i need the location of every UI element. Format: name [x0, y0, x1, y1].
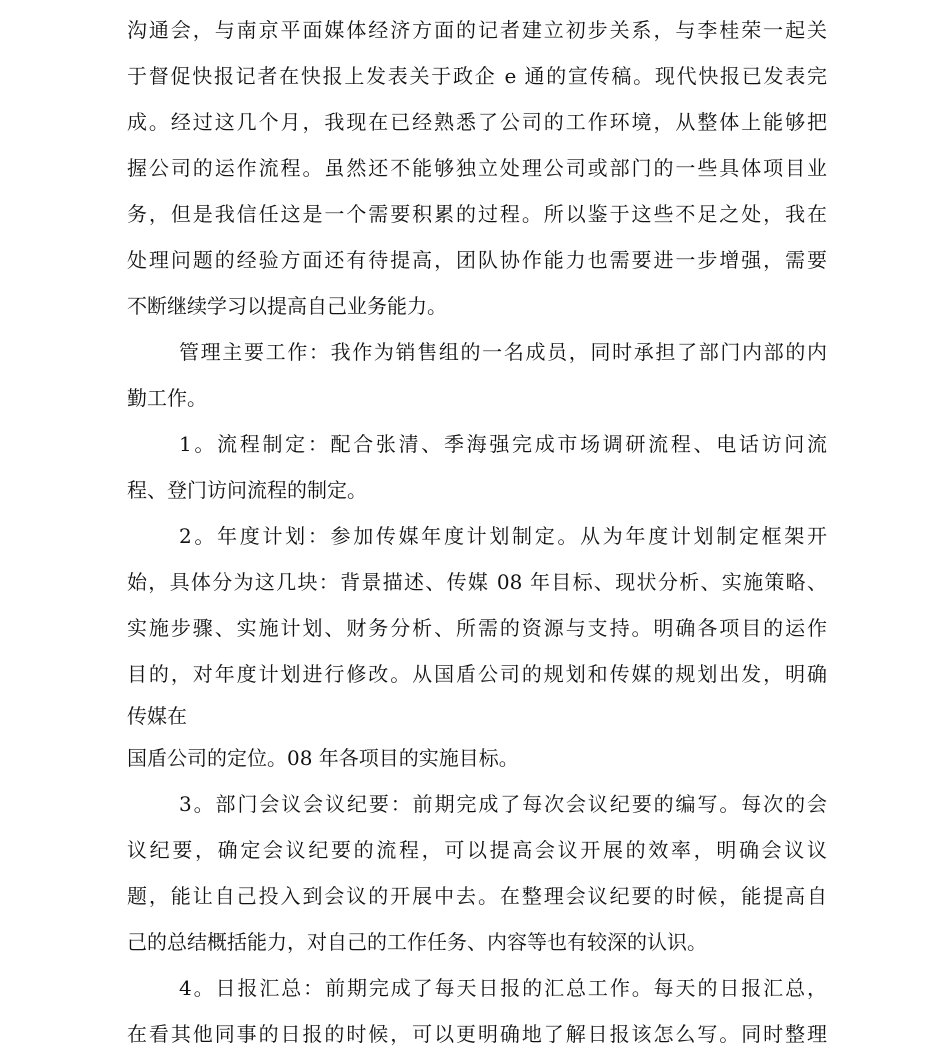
- text-line: 目的，对年度计划进行修改。从国盾公司的规划和传媒的规划出发，明确: [127, 662, 827, 686]
- text-line: 不断继续学习以提高自己业务能力。: [127, 294, 447, 318]
- text-line: 始，具体分为这几块：背景描述、传媒 08 年目标、现状分析、实施策略、: [127, 570, 827, 594]
- numbered-item-1: 1。流程制定：配合张清、季海强完成市场调研流程、电话访问流: [179, 432, 827, 456]
- text-line: 勤工作。: [127, 386, 207, 410]
- text-line: 成。经过这几个月，我现在已经熟悉了公司的工作环境，从整体上能够把: [127, 110, 827, 134]
- text-line: 程、登门访问流程的制定。: [127, 478, 367, 502]
- text-line: 己的总结概括能力，对自己的工作任务、内容等也有较深的认识。: [127, 930, 707, 954]
- text-line: 传媒在: [127, 704, 187, 728]
- text-line: 实施步骤、实施计划、财务分析、所需的资源与支持。明确各项目的运作: [127, 616, 827, 640]
- paragraph-start: 管理主要工作：我作为销售组的一名成员，同时承担了部门内部的内: [179, 340, 827, 364]
- text-line: 于督促快报记者在快报上发表关于政企 e 通的宣传稿。现代快报已发表完: [127, 64, 827, 88]
- document-page: [127, 7, 827, 1057]
- numbered-item-3: 3。部门会议会议纪要：前期完成了每次会议纪要的编写。每次的会: [179, 792, 827, 816]
- text-line: 握公司的运作流程。虽然还不能够独立处理公司或部门的一些具体项目业: [127, 156, 827, 180]
- text-line: 处理问题的经验方面还有待提高，团队协作能力也需要进一步增强，需要: [127, 248, 827, 272]
- text-line: 沟通会，与南京平面媒体经济方面的记者建立初步关系，与李桂荣一起关: [127, 18, 827, 42]
- text-line: 议纪要，确定会议纪要的流程，可以提高会议开展的效率，明确会议议: [127, 838, 827, 862]
- numbered-item-4: 4。日报汇总：前期完成了每天日报的汇总工作。每天的日报汇总，: [179, 976, 827, 1000]
- numbered-item-2: 2。年度计划：参加传媒年度计划制定。从为年度计划制定框架开: [179, 524, 827, 548]
- text-line: 务，但是我信任这是一个需要积累的过程。所以鉴于这些不足之处，我在: [127, 202, 827, 226]
- text-line: 在看其他同事的日报的时候，可以更明确地了解日报该怎么写。同时整理: [127, 1022, 827, 1046]
- text-line: 国盾公司的定位。08 年各项目的实施目标。: [127, 746, 519, 770]
- text-line: 题，能让自己投入到会议的开展中去。在整理会议纪要的时候，能提高自: [127, 884, 827, 908]
